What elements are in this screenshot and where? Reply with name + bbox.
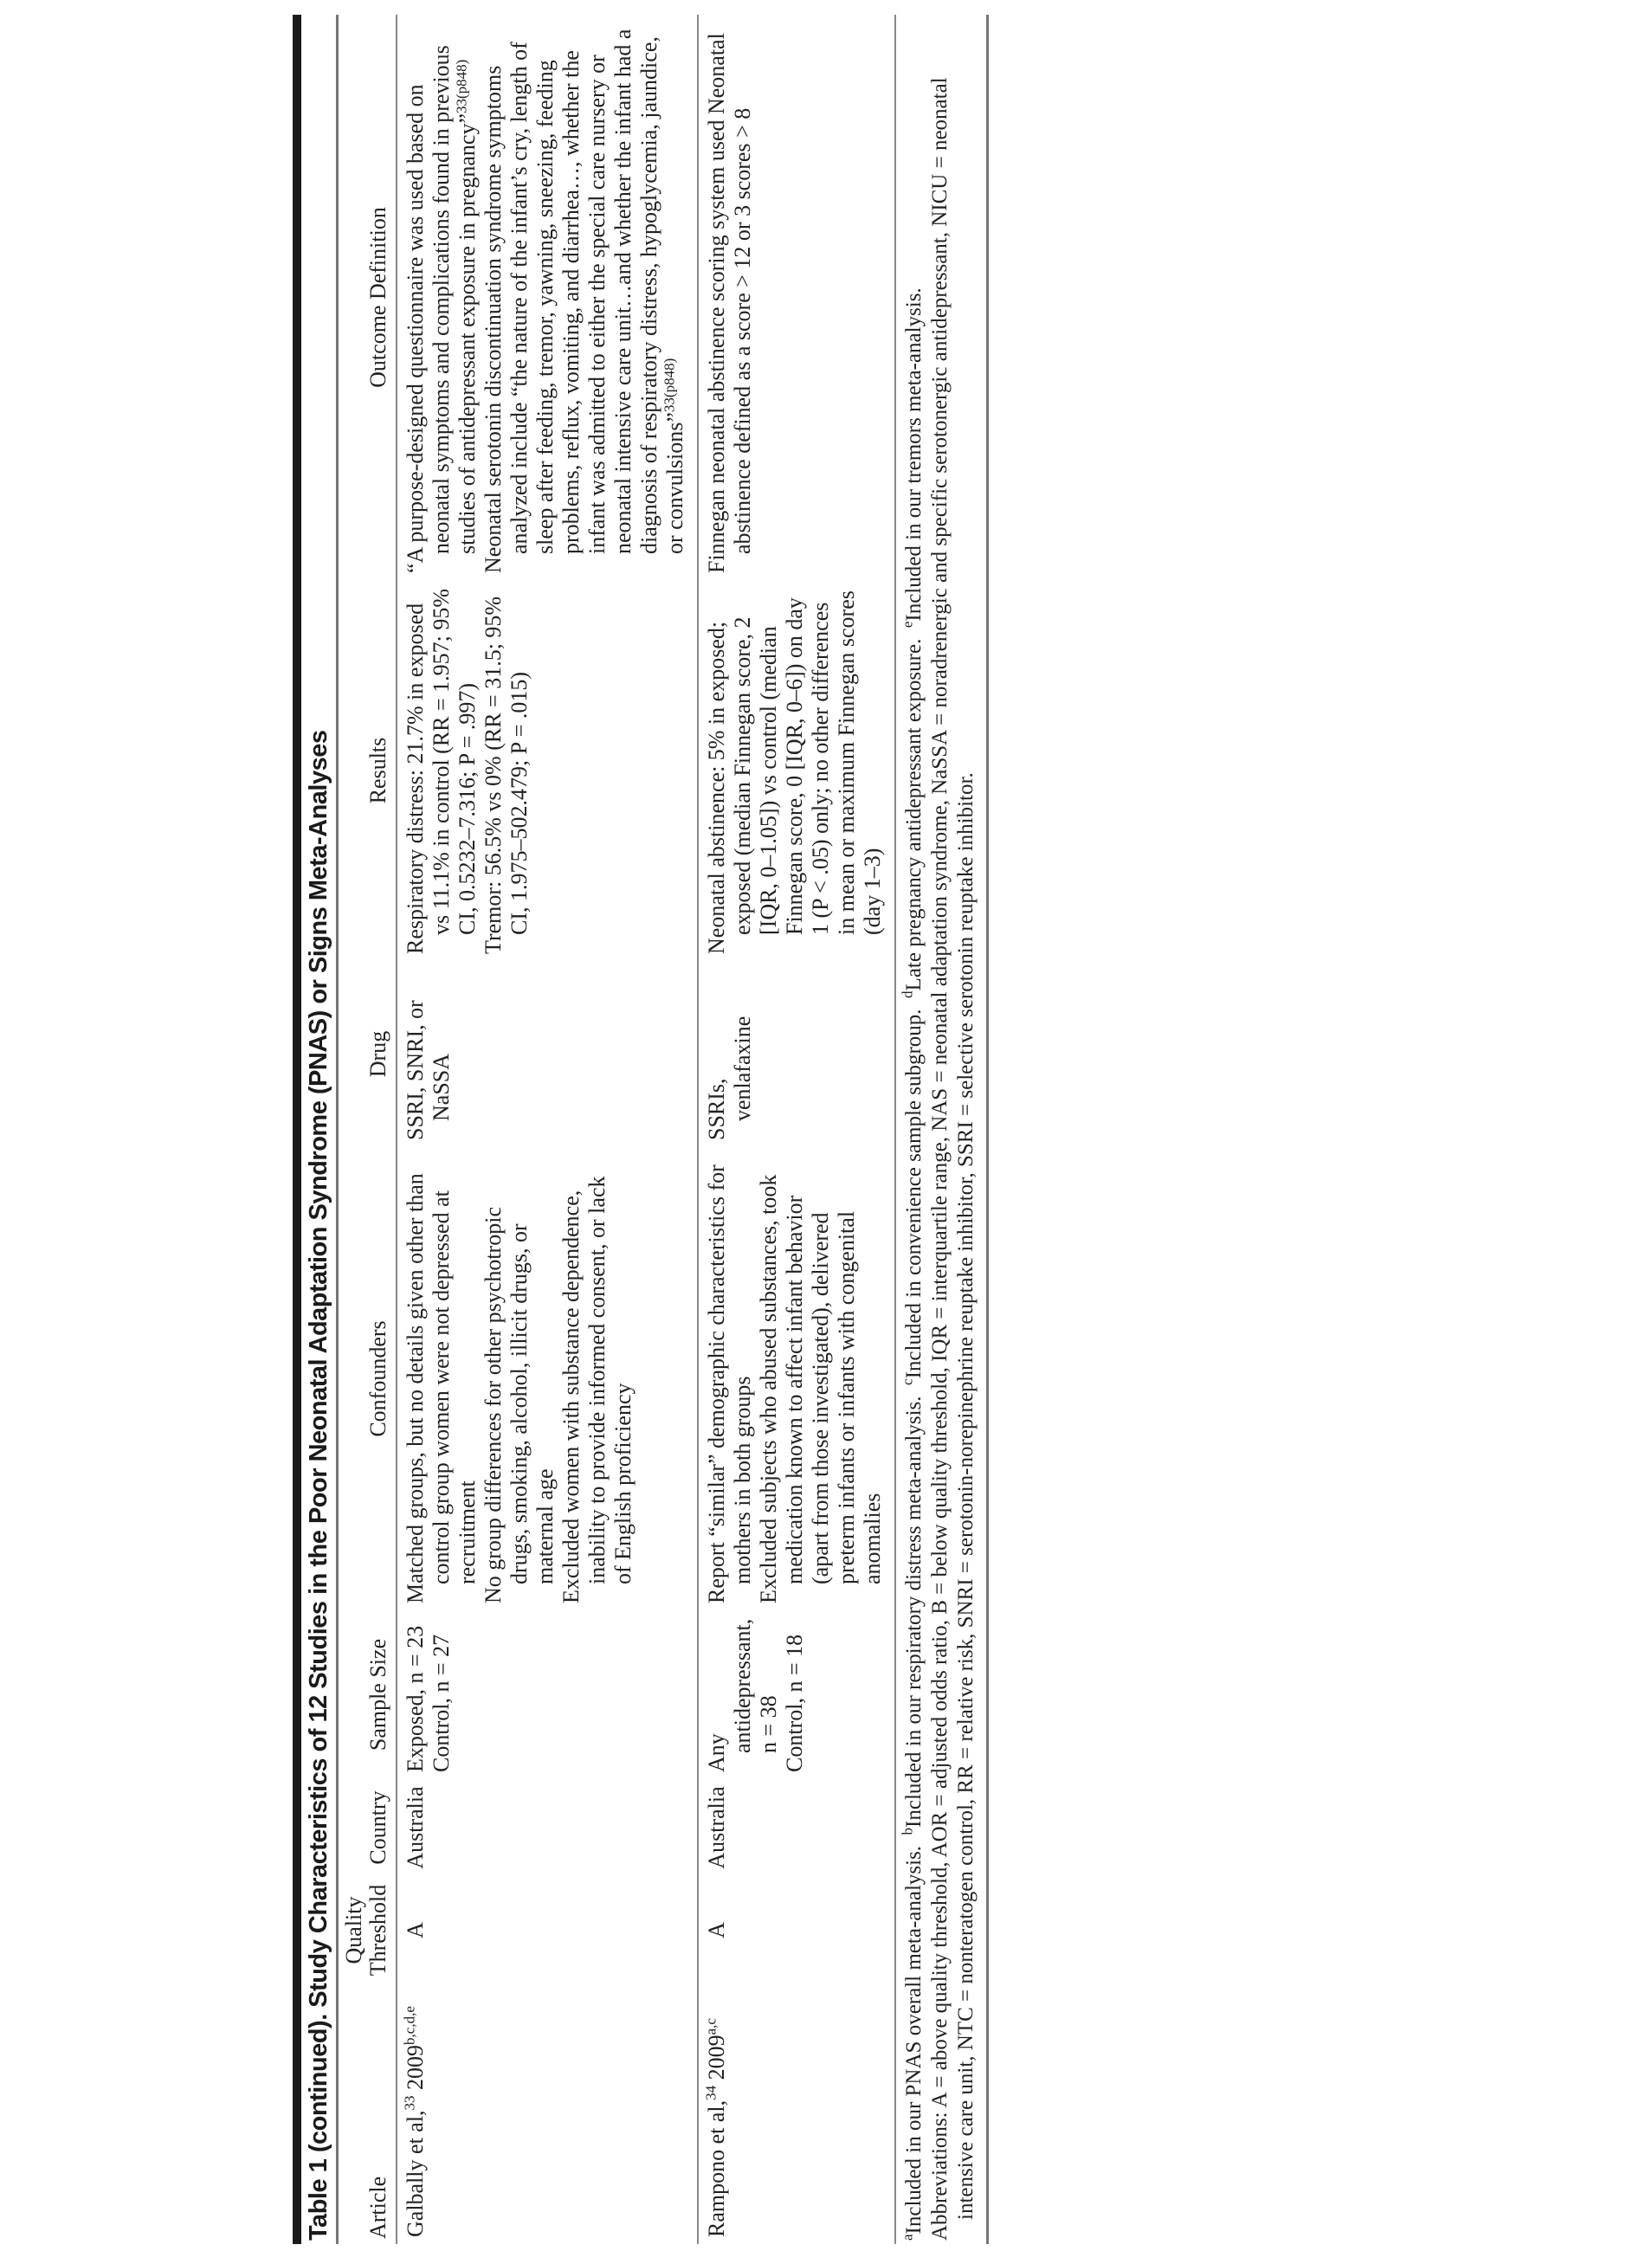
top-rule	[293, 15, 301, 2244]
header-drug: Drug	[365, 1030, 390, 1078]
result-item: Tremor: 56.5% vs 0% (RR = 31.5; 95% CI, 1.975–502.479; P = .015)	[481, 596, 532, 954]
article-cell	[699, 1984, 894, 2244]
outcome-cell	[397, 15, 697, 580]
header-country: Country	[365, 1790, 390, 1865]
sample-line: Exposed, n = 23	[403, 1625, 428, 1772]
country-cell: Australia	[704, 1786, 729, 1869]
drug-text: SSRI, SNRI, or NaSSA	[403, 1000, 454, 1140]
footnote-mark: b	[899, 1827, 916, 1835]
header-results: Results	[365, 737, 390, 804]
article-name: Galbally et al,	[403, 2110, 428, 2237]
footnote-d: Late pregnancy antidepressant exposure.	[902, 638, 926, 991]
outcome-item	[481, 22, 688, 573]
article-cell	[397, 1984, 697, 2244]
article-name: Rampono et al,	[704, 2099, 729, 2237]
ref-sup: 33	[401, 2095, 418, 2111]
footnote-b: Included in our respiratory distress meta-analysis.	[902, 1396, 926, 1828]
sample-line: Control, n = 27	[429, 1634, 454, 1772]
confounder-item: No group differences for other psychotropic drugs, smoking, alcohol, illicit drugs, or maternal age	[481, 1207, 558, 1603]
abbreviations: Abbreviations: A = above quality threshold, AOR = adjusted odds ratio, B = below quality threshold, IQR = interquartile range, NAS = neonatal adaptation syndrome, NaSSA = noradrenergic and specific serotonergic antidepressant, NICU = neonatal intensive care unit, NTC = nonteratogen control, RR = relative risk, SNRI = serotonin-norepinephrine reuptake inhibitor, SSRI = selective serotonin reuptake inhibitor.	[928, 77, 978, 2241]
outcome-item: Finnegan neonatal abstinence scoring system used Neonatal abstinence defined as a score > 12 or 3 scores > 8	[704, 33, 755, 573]
ref-sup: 33(p848)	[453, 59, 470, 113]
confounder-item: Report “similar” demographic characteristics for mothers in both groups	[704, 1164, 755, 1603]
study-table	[339, 15, 894, 2244]
footnotes	[896, 15, 986, 2244]
article-year: 2009	[704, 2035, 729, 2080]
table-title: Table 1 (continued). Study Characteristics of 12 Studies in the Poor Neonatal Adaptation Syndrome (PNAS) or Signs Meta-Analyses	[305, 730, 332, 2241]
sample-line: Any antidepressant, n = 38	[704, 1618, 781, 1772]
result-item: Neonatal abstinence: 5% in exposed; exposed (median Finnegan score, 2 [IQR, 0–1.05]) vs control (median Finnegan score, 0 [IQR, 0–6]) on day 1 (P < .05) only; no other differences in mean or maximum Finnegan scores (day 1–3)	[704, 590, 885, 954]
header-confounders: Confounders	[365, 1320, 390, 1437]
drug-cell	[699, 961, 894, 1147]
confounders-cell	[699, 1147, 894, 1610]
header-quality: Quality Threshold	[341, 1884, 390, 1977]
article-year: 2009	[403, 2044, 428, 2090]
header-outcome: Outcome Definition	[365, 207, 390, 388]
drug-cell	[397, 961, 697, 1147]
confounder-item: Excluded subjects who abused substances, took medication known to affect infant behavior (apart from those investigated), delivered preterm infants or infants with congenital anomalies	[756, 1174, 885, 1603]
sample-cell	[397, 1610, 697, 1779]
table-row	[699, 15, 894, 2244]
result-item: Respiratory distress: 21.7% in exposed vs 11.1% in control (RR = 1.957; 95% CI, 0.5232–7.316; P = .997)	[403, 588, 480, 954]
footnote-mark: e	[899, 621, 916, 629]
confounder-item: Matched groups, but no details given other than control group women were not depressed at recruitment	[403, 1173, 480, 1603]
note-sup: b,c,d,e	[401, 2006, 418, 2045]
footnote-mark: d	[899, 990, 916, 998]
outcome-text: Neonatal serotonin discontinuation syndrome symptoms analyzed include “the nature of the infant’s cry, length of sleep after feeding, tremor, yawning, sneezing, feeding problems, reflux, vomiting, and diarrhea…, whether the infant was admitted to either the special care nursery or neonatal intensive care unit…and whether the infant had a diagnosis of respiratory distress, hypoglycemia, jaundice, or convulsions”	[481, 29, 687, 573]
bottom-rule	[986, 15, 989, 2244]
footnote-notes	[901, 18, 927, 2241]
quality-cell: A	[704, 1922, 729, 1938]
footnote-mark: c	[899, 1378, 916, 1385]
header-sample-size: Sample Size	[365, 1638, 390, 1751]
results-cell	[397, 580, 697, 961]
header-row	[339, 15, 396, 2244]
country-cell: Australia	[403, 1786, 428, 1869]
quality-cell: A	[403, 1922, 428, 1938]
note-sup: a,c	[702, 2018, 720, 2035]
table-row	[397, 15, 697, 2244]
sample-line: Control, n = 18	[782, 1634, 807, 1772]
drug-text: SSRIs, venlafaxine	[704, 1016, 755, 1140]
confounders-cell	[397, 1147, 697, 1610]
outcome-item	[403, 22, 481, 573]
ref-sup: 34	[702, 2085, 720, 2100]
confounder-item: Excluded women with substance dependence, inability to provide informed consent, or lack of English proficiency	[558, 1176, 636, 1603]
footnote-a: Included in our PNAS overall meta-analysis.	[902, 1845, 926, 2235]
results-cell	[699, 580, 894, 961]
header-article: Article	[365, 2176, 390, 2239]
rotated-table-page	[293, 15, 989, 2244]
footnote-c: Included in convenience sample subgroup.	[902, 1009, 926, 1379]
sample-cell	[699, 1610, 894, 1779]
outcome-text: “A purpose-designed questionnaire was used based on neonatal symptoms and complications found in previous studies of antidepressant exposure in pregnancy”	[403, 45, 480, 573]
footnote-mark: a	[899, 2234, 916, 2241]
outcome-cell	[699, 15, 894, 580]
footnote-e: Included in our tremors meta-analysis.	[902, 287, 926, 622]
ref-sup: 33(p848)	[661, 358, 678, 413]
